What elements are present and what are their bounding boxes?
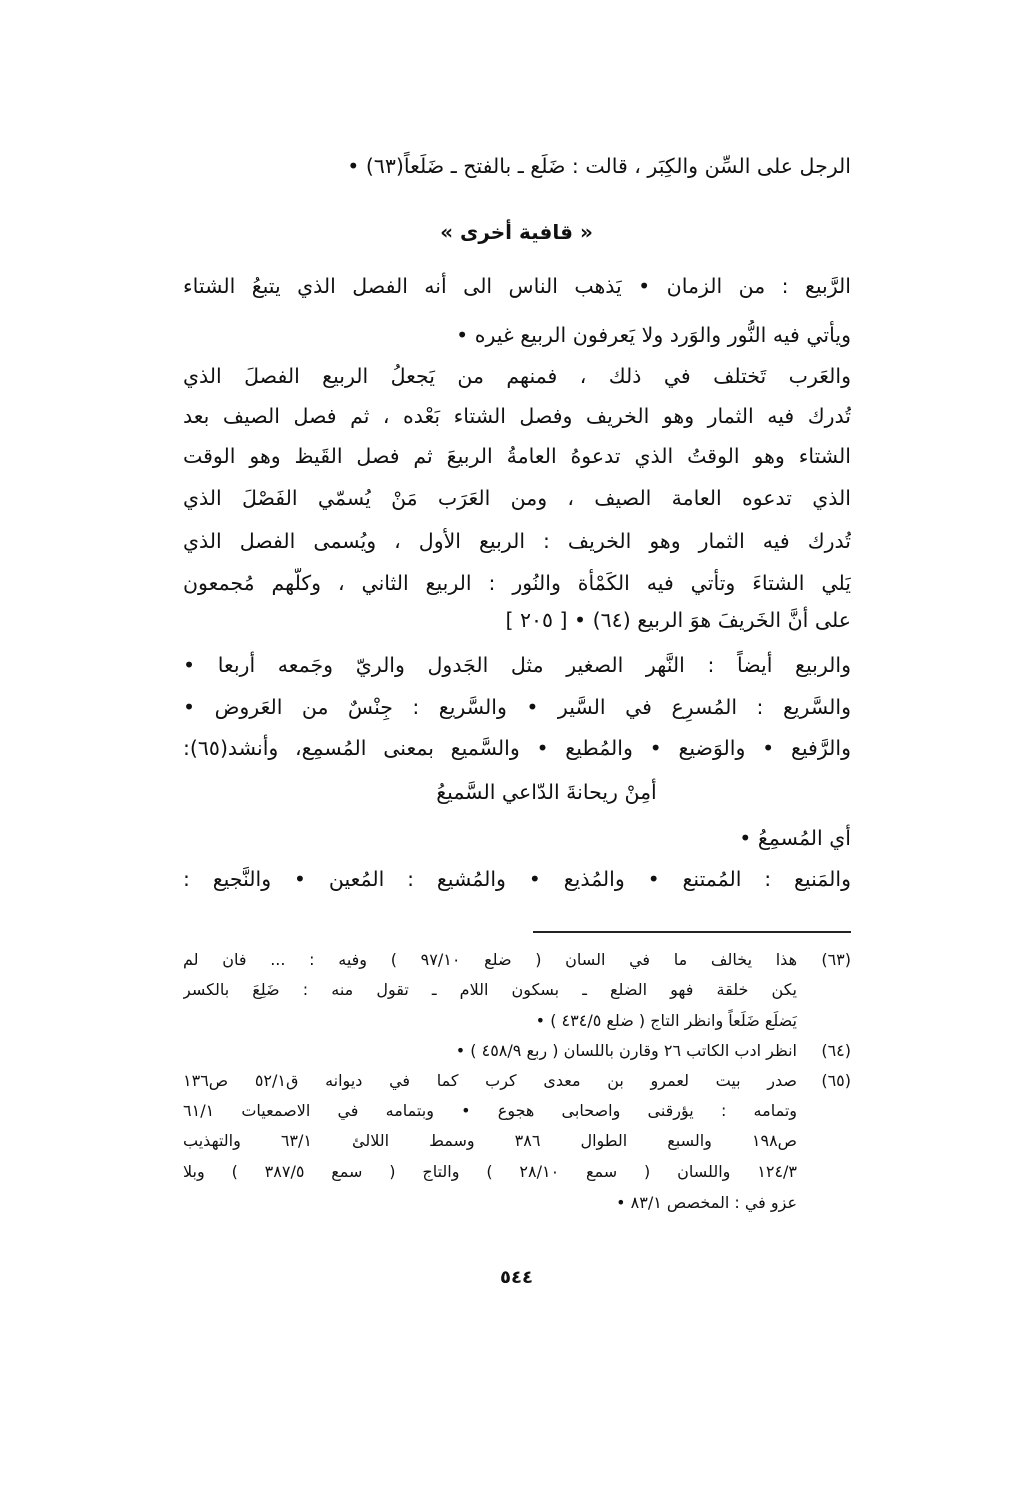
body-line: على أنَّ الخَريفَ هوَ الربيع (٦٤) • [ ٢٠٥ ] — [505, 608, 851, 632]
body-line: والمَنيع : المُمتنع • والمُذيع • والمُشيع : المُعين • والنَّجيع : — [183, 867, 851, 891]
verse-line: أمِنْ ريحانةَ الدّاعي السَّميعُ — [436, 780, 657, 804]
footnote-text: ١٢٤/٣ واللسان ( سمع ٢٨/١٠ ) والتاج ( سمع ٣٨٧/٥ ) وبلا — [183, 1162, 797, 1181]
body-line: تُدرك فيه الثمار وهو الخريف : الربيع الأول ، ويُسمى الفصل الذي — [183, 529, 851, 553]
footnote-number: (٦٥) — [821, 1071, 851, 1090]
opening-line: الرجل على السِّن والكِبَر ، قالت : ضَلَع ـ بالفتح ـ ضَلَعاً(٦٣) • — [347, 154, 851, 178]
footnote-line — [183, 1036, 851, 1066]
body-line: والعَرب تَختلف في ذلك ، فمنهم من يَجعلُ الربيع الفصلَ الذي — [183, 364, 851, 388]
footnote-text: يَضلَع ضَلَعاً وانظر التاج ( ضلع ٤٣٤/٥ ) • — [535, 1011, 797, 1030]
footnote-text: صدر بيت لعمرو بن معدى كرب كما في ديوانه ق٥٢/١ ص١٣٦ — [183, 1071, 797, 1090]
footnote-line — [183, 945, 851, 975]
footnote-line — [183, 975, 851, 1005]
section-heading: « قافية أخرى » — [440, 220, 593, 244]
page-number: ٥٤٤ — [500, 1267, 533, 1288]
footnote-number: (٦٣) — [821, 950, 851, 969]
body-line: أي المُسمِعُ • — [739, 826, 851, 850]
footnote-line — [183, 1066, 851, 1096]
footnote-line — [183, 1126, 851, 1156]
footnote-text: انظر ادب الكاتب ٢٦ وقارن باللسان ( ربع ٤٥٨/٩ ) • — [455, 1041, 797, 1060]
footnote-text: ص١٩٨ والسبع الطوال ٣٨٦ وسمط اللالئ ٦٣/١ والتهذيب — [183, 1131, 797, 1150]
body-line: يَلي الشتاءَ وتأتي فيه الكَمْأة والنُور : الربيع الثاني ، وكلّهم مُجمعون — [183, 571, 851, 595]
body-line: تُدرك فيه الثمار وهو الخريف وفصل الشتاء بَعْده ، ثم فصل الصيف بعد — [183, 404, 851, 428]
footnote-line — [183, 1006, 851, 1036]
footnote-line — [183, 1188, 851, 1218]
footnote-text: يكن خلقة فهو الضلع ـ بسكون اللام ـ تقول منه : ضَلِعَ بالكسر — [183, 980, 797, 999]
body-line: والسَّريع : المُسرِع في السَّير • والسَّريع : جِنْسٌ من العَروض • — [183, 695, 851, 719]
footnote-divider — [533, 931, 851, 933]
body-line: والربيع أيضاً : النَّهر الصغير مثل الجَدول والريّ وجَمعه أربعا • — [183, 653, 851, 677]
body-line: ويأتي فيه النُّور والوَرد ولا يَعرفون الربيع غيره • — [456, 323, 851, 347]
footnote-line — [183, 1157, 851, 1187]
footnote-text: وتمامه : يؤرقنى واصحابى هجوع • وبتمامه في الاصمعيات ٦١/١ — [183, 1101, 797, 1120]
body-line: الذي تدعوه العامة الصيف ، ومن العَرَب مَنْ يُسمّي الفَصْلَ الذي — [183, 486, 851, 510]
body-line: والرَّفيع • والوَضيع • والمُطيع • والسَّميع بمعنى المُسمِع، وأنشد(٦٥): — [183, 736, 851, 760]
footnote-text: هذا يخالف ما في السان ( ضلع ٩٧/١٠ ) وفيه : ... فان لم — [183, 950, 797, 969]
footnote-line — [183, 1096, 851, 1126]
footnote-text: عزو في : المخصص ٨٣/١ • — [616, 1193, 797, 1212]
footnote-number: (٦٤) — [821, 1041, 851, 1060]
body-line: الرَّبيع : من الزمان • يَذهب الناس الى أنه الفصل الذي يتبعُ الشتاء — [183, 274, 851, 298]
body-line: الشتاء وهو الوقتُ الذي تدعوهُ العامةُ الربيعَ ثم فصل القَيظ وهو الوقت — [183, 444, 851, 468]
